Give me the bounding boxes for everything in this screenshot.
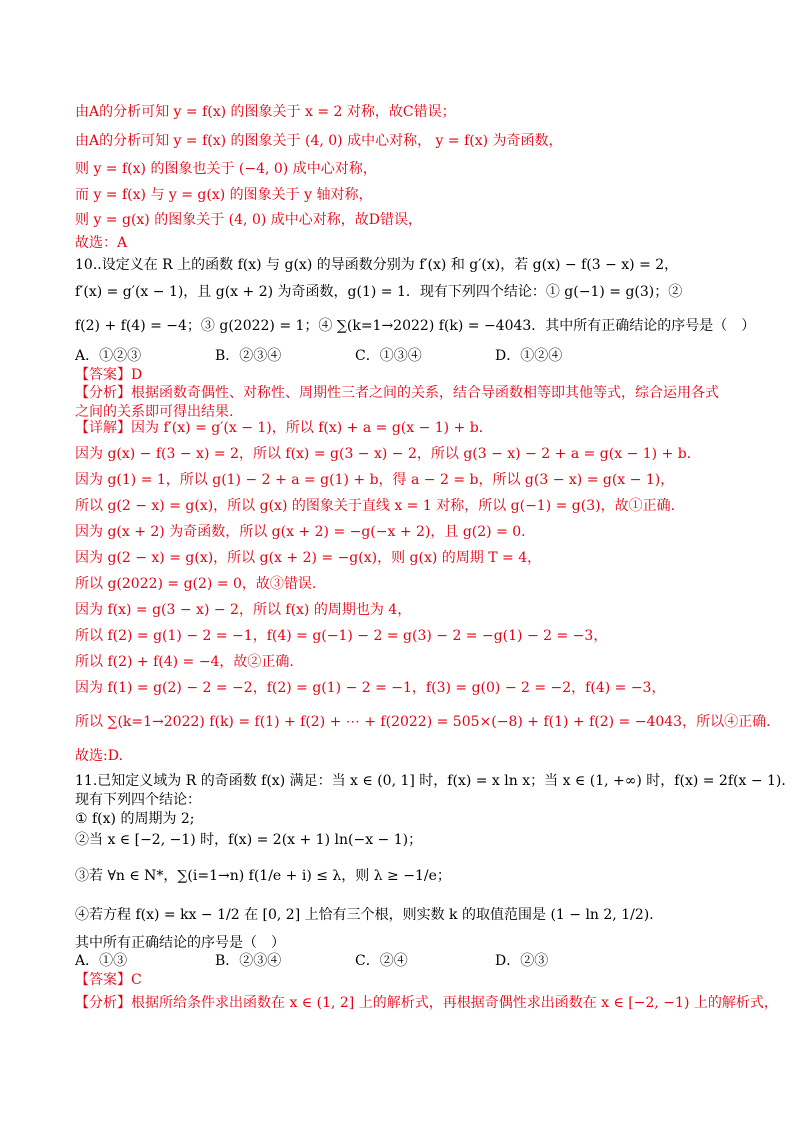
detail-line-9: 所以 f(2) = g(1) − 2 = −1，f(4) = g(−1) − 2 = g(3) − 2 = −g(1) − 2 = −3， <box>75 628 608 644</box>
option-c: C．②④ <box>355 953 408 969</box>
option-a: A．①③ <box>75 953 128 969</box>
detail-line-1: 【详解】因为 f′(x) = g′(x − 1)，所以 f(x) + a = g(x − 1) + b． <box>75 420 493 436</box>
detail-line-5: 因为 g(x + 2) 为奇函数，所以 g(x + 2) = −g(−x + 2)，且 g(2) = 0． <box>75 524 536 540</box>
question-11-line-3: ① f(x) 的周期为 2; <box>75 811 195 827</box>
detail-line-7: 所以 g(2022) = g(2) = 0，故③错误. <box>75 576 317 592</box>
option-c: C．①③④ <box>355 348 422 364</box>
detail-line-13: 故选:D. <box>75 748 123 764</box>
option-b: B．②③④ <box>215 348 282 364</box>
option-d: D．①②④ <box>495 348 563 364</box>
answer-10: 【答案】D <box>75 367 143 383</box>
question-10-line-2: f′(x) = g′(x − 1)，且 g(x + 2) 为奇函数，g(1) = 1．现有下列四个结论：① g(−1) = g(3)；② <box>75 284 683 300</box>
question-10-line-3: f(2) + f(4) = −4；③ g(2022) = 1；④ ∑(k=1→2022) f(k) = −4043．其中所有正确结论的序号是（ ） <box>75 318 756 334</box>
detail-line-6: 因为 g(2 − x) = g(x)，所以 g(x + 2) = −g(x)，则 g(x) 的周期 T = 4， <box>75 550 542 566</box>
question-11-line-1: 11.已知定义域为 R 的奇函数 f(x) 满足：当 x ∈ (0, 1] 时，f(x) = x ln x；当 x ∈ (1, +∞) 时，f(x) = 2f(x − 1)． <box>75 773 796 789</box>
detail-line-10: 所以 f(2) + f(4) = −4，故②正确. <box>75 654 294 670</box>
analysis-11-line-1: 【分析】根据所给条件求出函数在 x ∈ (1, 2] 上的解析式，再根据奇偶性求出函数在 x ∈ [−2, −1) 上的解析式， <box>75 995 778 1011</box>
question-11-line-6: ④若方程 f(x) = kx − 1/2 在 [0, 2] 上恰有三个根，则实数 k 的取值范围是 (1 − ln 2, 1/2)． <box>75 907 664 923</box>
solution-line-4: 而 y = f(x) 与 y = g(x) 的图象关于 y 轴对称， <box>75 187 373 203</box>
question-11-line-2: 现有下列四个结论： <box>75 792 201 808</box>
detail-line-3: 因为 g(1) = 1，所以 g(1) − 2 + a = g(1) + b，得 a − 2 = b，所以 g(3 − x) = g(x − 1)， <box>75 472 675 488</box>
question-11-line-5: ③若 ∀n ∈ N*，∑(i=1→n) f(1/e + i) ≤ λ，则 λ ≥ −1/e； <box>75 868 451 884</box>
detail-line-2: 因为 g(x) − f(3 − x) = 2，所以 f(x) = g(3 − x) − 2，所以 g(3 − x) − 2 + a = g(x − 1) + b． <box>75 446 701 462</box>
detail-line-8: 因为 f(x) = g(3 − x) − 2，所以 f(x) 的周期也为 4， <box>75 602 412 618</box>
answer-11: 【答案】C <box>75 972 142 988</box>
detail-line-4: 所以 g(2 − x) = g(x)，所以 g(x) 的图象关于直线 x = 1 对称，所以 g(−1) = g(3)，故①正确. <box>75 498 676 514</box>
solution-line-6: 故选：A <box>75 235 128 251</box>
question-11-line-4: ②当 x ∈ [−2, −1) 时，f(x) = 2(x + 1) ln(−x − 1)； <box>75 832 423 848</box>
analysis-10-line-1: 【分析】根据函数奇偶性、对称性、周期性三者之间的关系，结合导函数相等即其他等式，综合运用各式 <box>75 385 719 401</box>
question-11-line-7: 其中所有正确结论的序号是（ ） <box>75 935 285 951</box>
question-10-options <box>75 348 760 365</box>
option-b: B．②③④ <box>215 953 282 969</box>
solution-line-1: 由A的分析可知 y = f(x) 的图象关于 x = 2 对称，故C错误； <box>75 104 456 120</box>
question-11-options <box>75 953 760 970</box>
solution-line-2: 由A的分析可知 y = f(x) 的图象关于 (4, 0) 成中心对称， y = f(x) 为奇函数， <box>75 133 563 149</box>
option-a: A．①②③ <box>75 348 142 364</box>
analysis-10-line-2: 之间的关系即可得出结果. <box>75 404 234 420</box>
solution-line-3: 则 y = f(x) 的图象也关于 (−4, 0) 成中心对称， <box>75 161 377 177</box>
detail-line-12: 所以 ∑(k=1→2022) f(k) = f(1) + f(2) + ⋯ + f(2022) = 505×(−8) + f(1) + f(2) = −4043，所以④正确. <box>75 714 771 730</box>
detail-line-11: 因为 f(1) = g(2) − 2 = −2，f(2) = g(1) − 2 = −1，f(3) = g(0) − 2 = −2，f(4) = −3， <box>75 680 666 696</box>
solution-line-5: 则 y = g(x) 的图象关于 (4, 0) 成中心对称，故D错误， <box>75 212 422 228</box>
question-10-line-1: 10..设定义在 R 上的函数 f(x) 与 g(x) 的导函数分别为 f′(x) 和 g′(x)，若 g(x) − f(3 − x) = 2， <box>75 257 679 273</box>
option-d: D．②③ <box>495 953 549 969</box>
